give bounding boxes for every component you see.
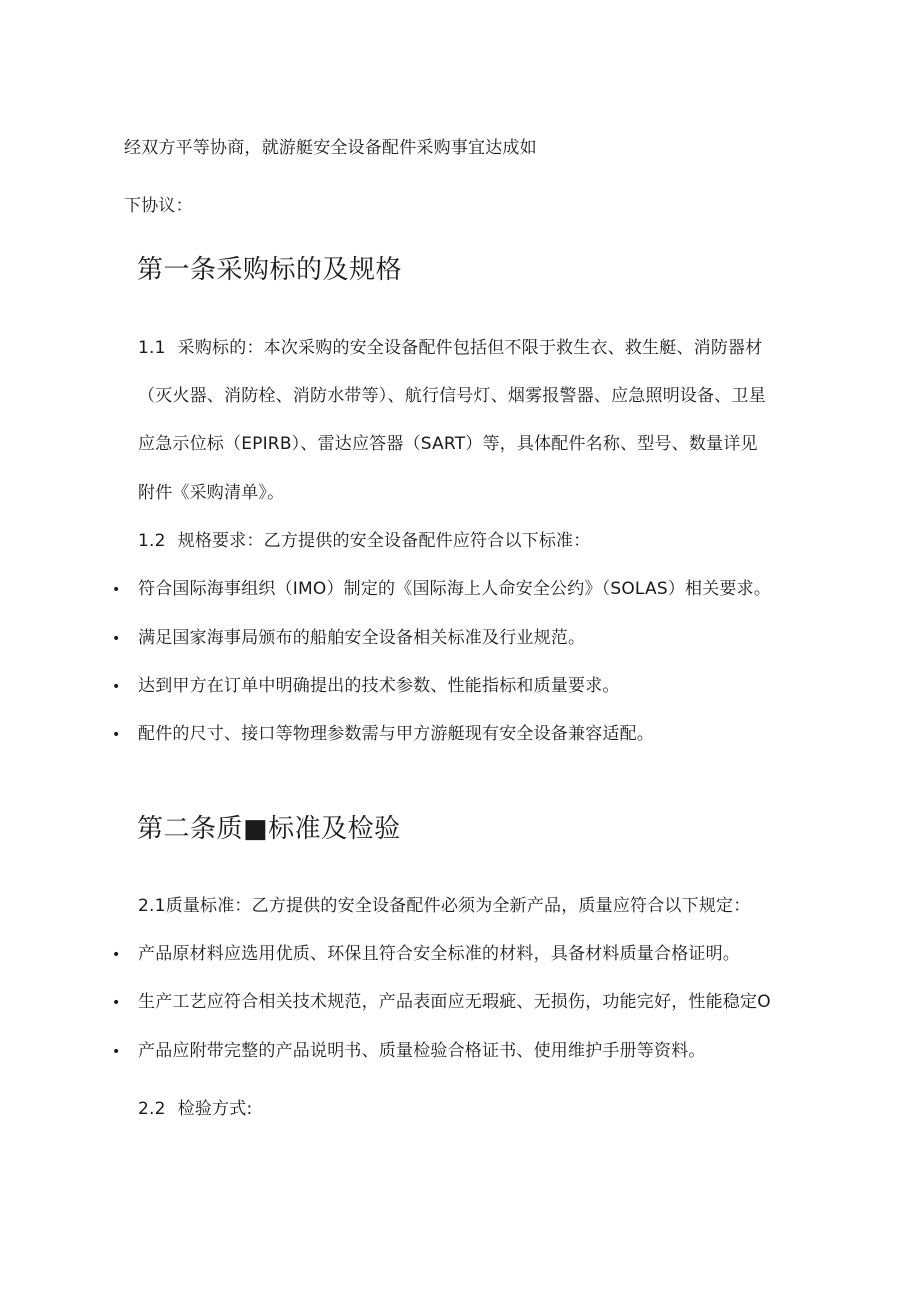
section-1-2-number: 1.2 (138, 531, 166, 551)
article-2-title: 第二条质■标准及检验 (137, 814, 401, 844)
section-1-1-number: 1.1 (138, 338, 166, 358)
section-2-2-text: 检验方式: (177, 1099, 253, 1119)
section-2-2-number: 2.2 (138, 1099, 166, 1119)
bullet-dot: • (112, 679, 121, 695)
article-2-bullet-2: 生产工艺应符合相关技术规范，产品表面应无瑕疵、无损伤，功能完好，性能稳定O (138, 992, 771, 1012)
section-1-1-line-3: 应急示位标（EPIRB）、雷达应答器（SART）等，具体配件名称、型号、数量详见 (138, 434, 758, 454)
article-1-bullet-1: 符合国际海事组织（IMO）制定的《国际海上人命安全公约》（SOLAS）相关要求。 (138, 579, 772, 599)
section-1-2-text: 规格要求：乙方提供的安全设备配件应符合以下标准： (177, 531, 591, 551)
bullet-dot: • (112, 582, 121, 598)
bullet-dot: • (112, 1044, 121, 1060)
section-2-1: 2.1质量标准：乙方提供的安全设备配件必须为全新产品，质量应符合以下规定： (138, 896, 751, 916)
article-1-bullet-3: 达到甲方在订单中明确提出的技术参数、性能指标和质量要求。 (138, 676, 620, 696)
section-1-2 (138, 529, 590, 553)
article-1-bullet-2: 满足国家海事局颁布的船舶安全设备相关标准及行业规范。 (138, 628, 586, 648)
article-2-bullet-1: 产品原材料应选用优质、环保且符合安全标准的材料，具备材料质量合格证明。 (138, 944, 740, 964)
section-1-1-text: 采购标的：本次采购的安全设备配件包括但不限于救生衣、救生艇、消防器材 (177, 338, 763, 358)
bullet-dot: • (112, 727, 121, 743)
section-1-1-line-4: 附件《采购清单》。 (138, 483, 285, 503)
article-1-title: 第一条采购标的及规格 (137, 255, 403, 285)
section-1-1-line-2: （灭火器、消防栓、消防水带等）、航行信号灯、烟雾报警器、应急照明设备、卫星 (138, 386, 766, 406)
section-2-2 (138, 1097, 252, 1121)
bullet-dot: • (112, 947, 121, 963)
section-1-1-line-1 (138, 336, 762, 360)
article-1-bullet-4: 配件的尺寸、接口等物理参数需与甲方游艇现有安全设备兼容适配。 (138, 724, 654, 744)
intro-line-1: 经双方平等协商，就游艇安全设备配件采购事宜达成如 (124, 138, 537, 158)
bullet-dot: • (112, 995, 121, 1011)
intro-line-2: 下协议： (124, 196, 193, 216)
bullet-dot: • (112, 631, 121, 647)
article-2-bullet-3: 产品应附带完整的产品说明书、质量检验合格证书、使用维护手册等资料。 (138, 1041, 706, 1061)
